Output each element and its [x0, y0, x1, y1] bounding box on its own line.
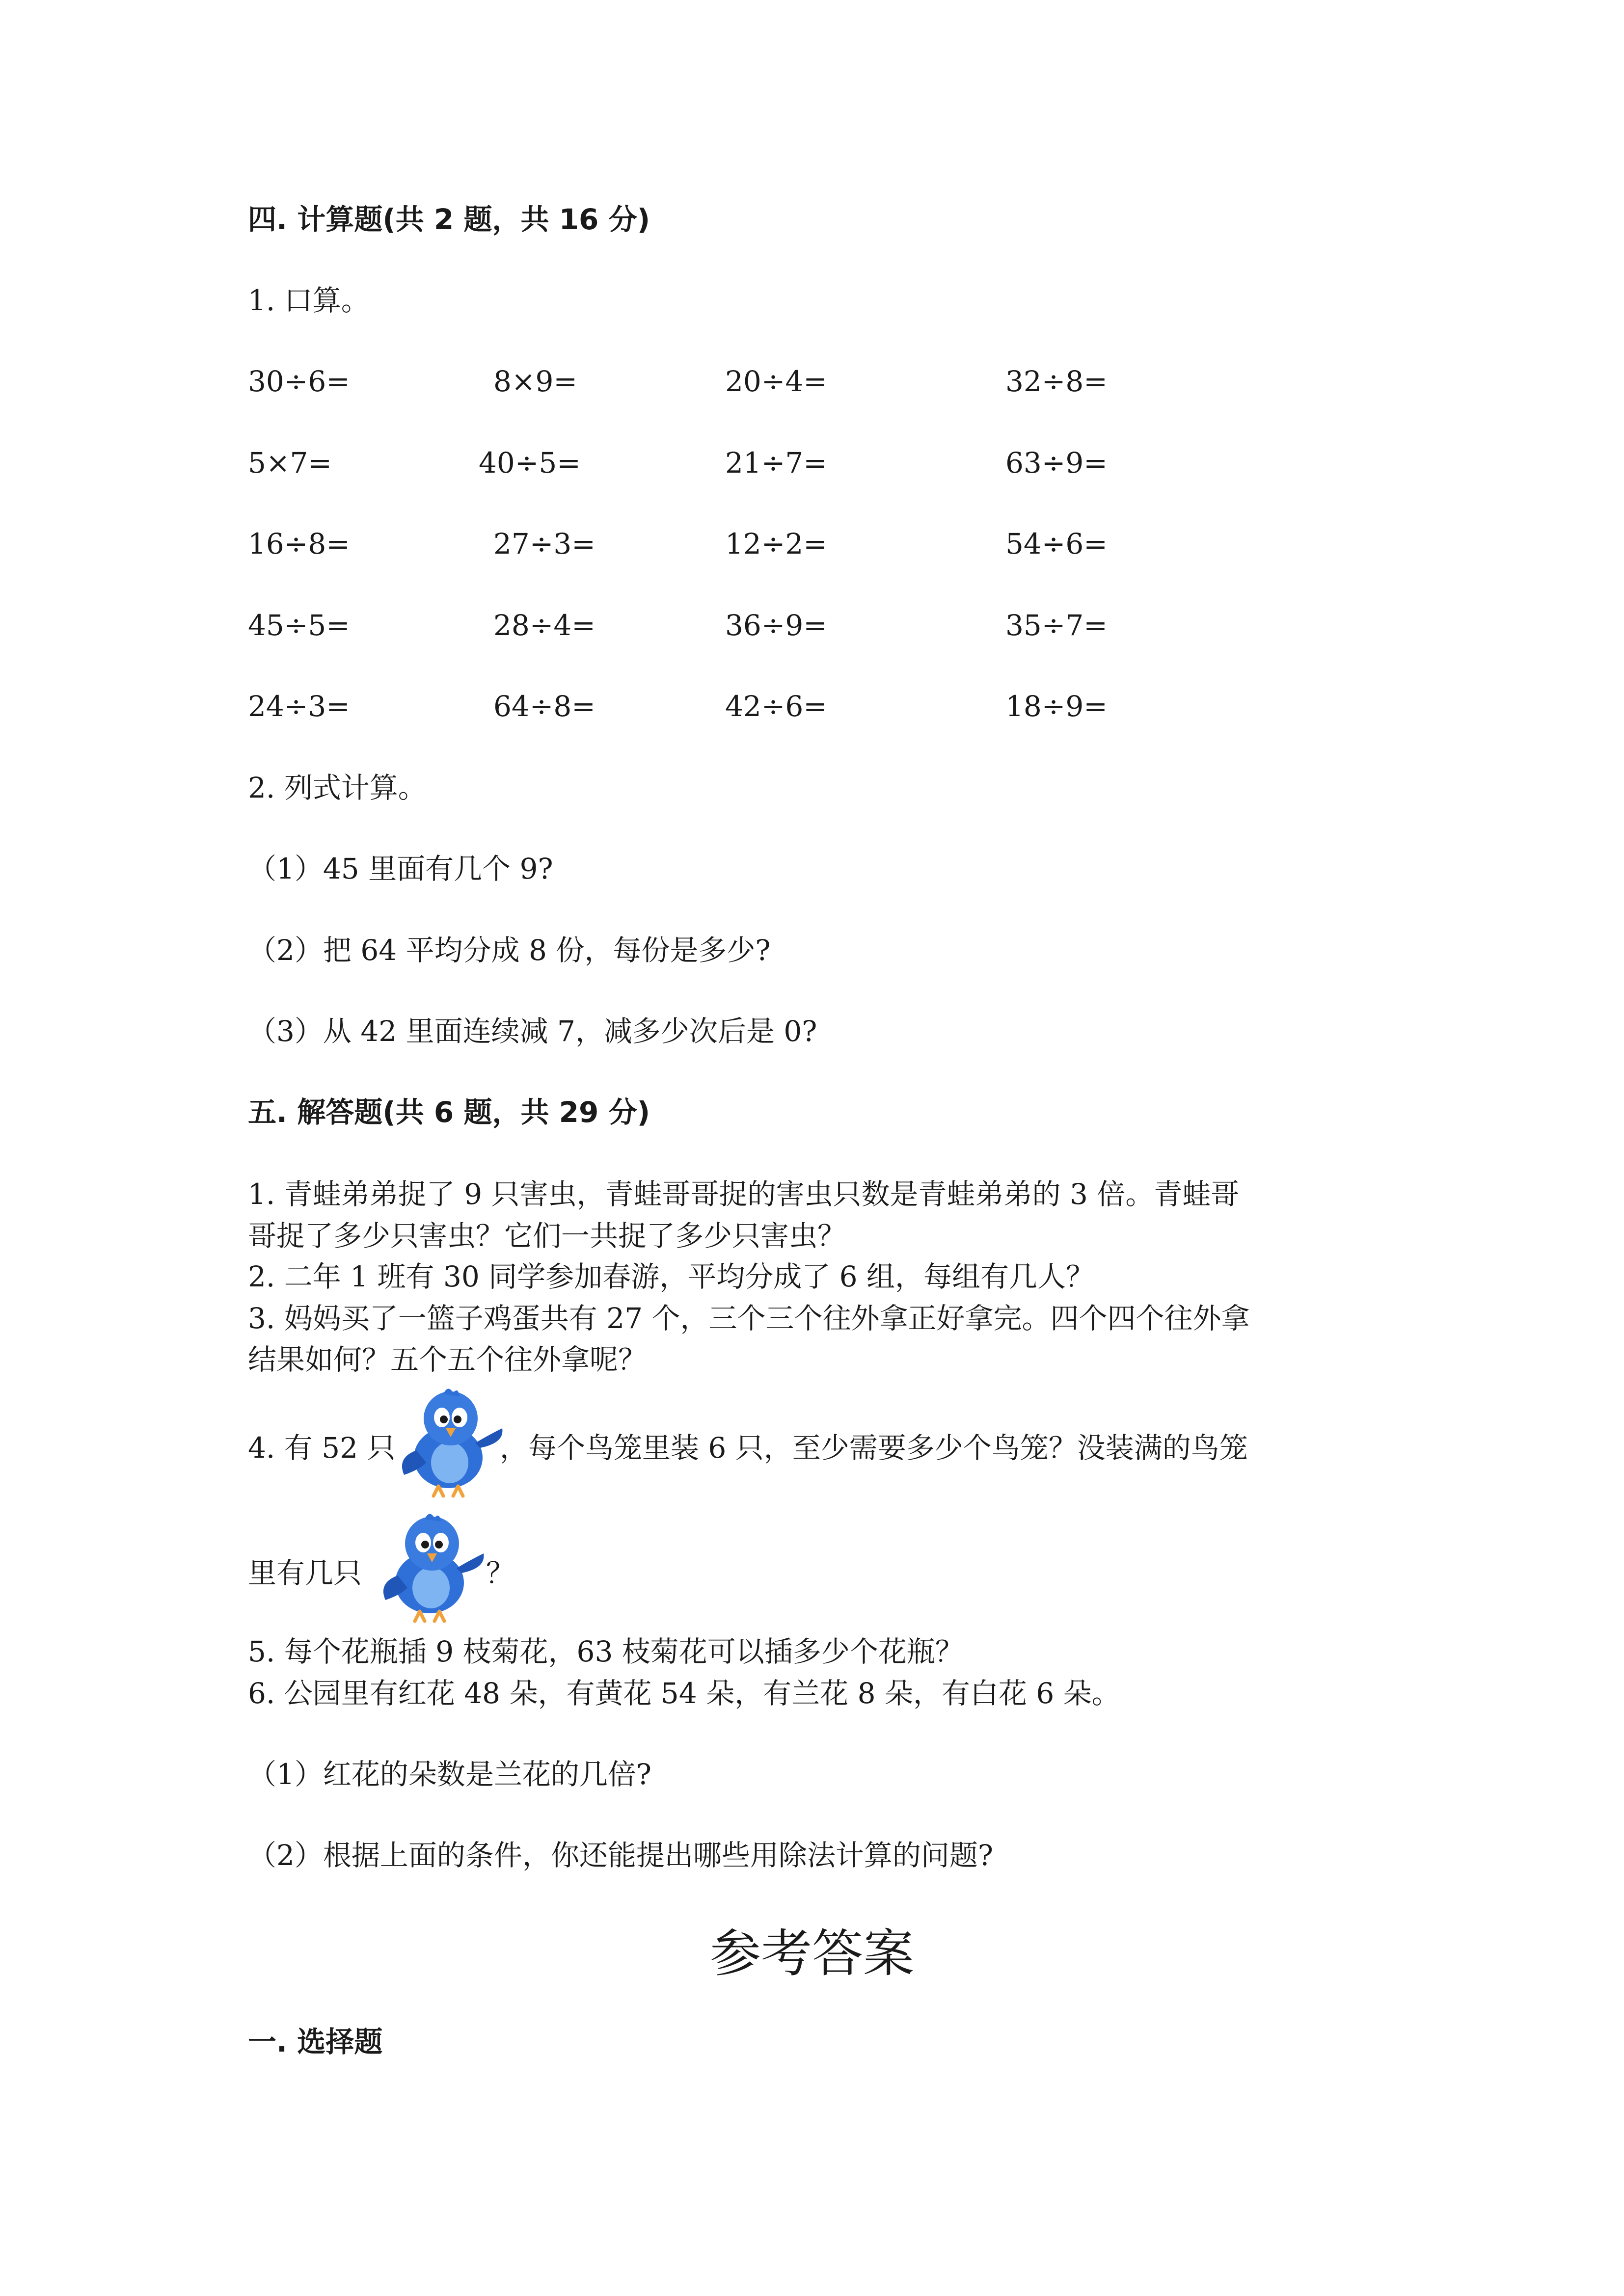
oral-item: 36÷9=	[725, 609, 827, 642]
oral-item: 54÷6=	[1005, 527, 1108, 561]
problem-3-line1: 3. 妈妈买了一篮子鸡蛋共有 27 个，三个三个往外拿正好拿完。四个四个往外拿	[248, 1302, 1250, 1335]
problem-6: 6. 公园里有红花 48 朵，有黄花 54 朵，有兰花 8 朵，有白花 6 朵。	[248, 1677, 1120, 1710]
oral-item: 64÷8=	[493, 690, 595, 723]
question-1-label: 1. 口算。	[248, 284, 370, 317]
problem-6-item: （2）根据上面的条件，你还能提出哪些用除法计算的问题?	[248, 1839, 993, 1872]
problem-4-part1: 4. 有 52 只	[248, 1431, 396, 1465]
problem-5: 5. 每个花瓶插 9 枝菊花，63 枝菊花可以插多少个花瓶？	[248, 1635, 964, 1668]
section4-title: 四. 计算题(共 2 题，共 16 分)	[248, 203, 650, 236]
oral-item: 42÷6=	[725, 690, 827, 723]
problem-4-part3: 里有几只	[248, 1556, 362, 1590]
oral-item: 8×9=	[493, 365, 577, 398]
problem-2: 2. 二年 1 班有 30 同学参加春游，平均分成了 6 组，每组有几人？	[248, 1260, 1095, 1293]
problem-1-line2: 哥捉了多少只害虫？它们一共捉了多少只害虫？	[248, 1219, 846, 1253]
blue-bird-icon	[378, 1509, 488, 1627]
problem-4-part4: ？	[486, 1556, 515, 1590]
q2-item: （2）把 64 平均分成 8 份，每份是多少?	[248, 934, 771, 967]
problem-4-part2: ，每个鸟笼里装 6 只，至少需要多少个鸟笼？没装满的鸟笼	[500, 1431, 1248, 1465]
oral-item: 24÷3=	[248, 690, 350, 723]
oral-item: 21÷7=	[725, 446, 827, 480]
oral-item: 27÷3=	[493, 527, 595, 561]
answers-title: 参考答案	[709, 1923, 914, 1983]
oral-item: 16÷8=	[248, 527, 350, 561]
problem-6-item: （1）红花的朵数是兰花的几倍?	[248, 1758, 651, 1791]
oral-item: 30÷6=	[248, 365, 350, 398]
problem-1-line1: 1. 青蛙弟弟捉了 9 只害虫，青蛙哥哥捉的害虫只数是青蛙弟弟的 3 倍。青蛙哥	[248, 1177, 1240, 1211]
oral-item: 45÷5=	[248, 609, 350, 642]
problem-3-line2: 结果如何？五个五个往外拿呢？	[248, 1343, 647, 1376]
section5-title: 五. 解答题(共 6 题，共 29 分)	[248, 1095, 650, 1129]
oral-item: 28÷4=	[493, 609, 595, 642]
oral-item: 40÷5=	[479, 446, 581, 480]
oral-item: 18÷9=	[1005, 690, 1108, 723]
blue-bird-icon	[397, 1384, 507, 1502]
oral-item: 20÷4=	[725, 365, 827, 398]
q2-item: （1）45 里面有几个 9?	[248, 852, 553, 885]
question-2-label: 2. 列式计算。	[248, 771, 427, 804]
oral-item: 5×7=	[248, 446, 332, 480]
oral-item: 12÷2=	[725, 527, 827, 561]
oral-item: 32÷8=	[1005, 365, 1108, 398]
oral-item: 35÷7=	[1005, 609, 1108, 642]
oral-item: 63÷9=	[1005, 446, 1108, 480]
answers-section1-title: 一. 选择题	[248, 2025, 383, 2058]
q2-item: （3）从 42 里面连续减 7，减多少次后是 0?	[248, 1015, 817, 1048]
